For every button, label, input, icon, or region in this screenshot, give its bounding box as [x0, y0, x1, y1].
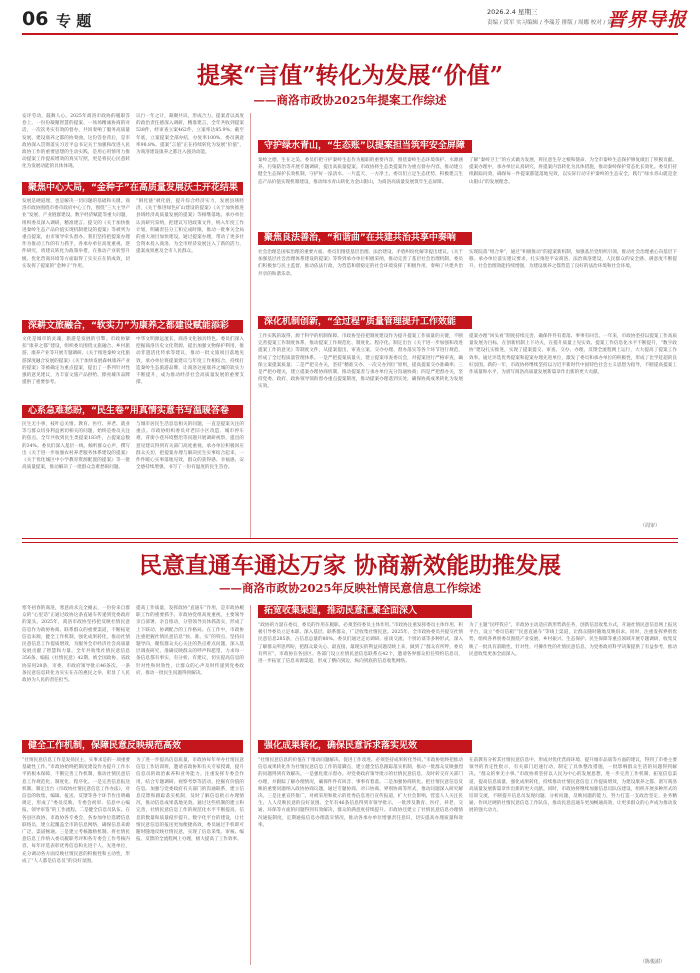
- article1-section-6-col2: 提案办理“回头看”制度持续完善，确保件件有着落、事事有回音。一年来，市政协坚持以提案工作高质量发展为目标，在创新机制上下功夫，在提升质量上见实效。提案工作信息化水平不断提升，“数字政协”建设扎实推进，实现了提案提交、审查、交办、办理、反馈全流程网上运行，大大提高了提案工作效率。通过评选优秀提案和提案办理先进单位，激发了委员和承办单位的积极性，形成了比学赶超的良好氛围。新的一年，市政协将继续坚持以习近平新时代中国特色社会主义思想为指导，不断提高提案工作质量和水平，为谱写商洛高质量发展新篇章作出新的更大贡献。: [469, 334, 677, 376]
- article1-section-3-col2: 与城市居民生活息息相关的问题，一直是提案关注的重点。市政协组织委员对老旧小区改造、城市停车难、背街小巷环境整治等问题开展调研视察，提出的意见建议得到有关部门高度重视。承办单位积极回应群众关切，把提案办理与解决民生实事结合起来，一件件暖心实事落地见效，群众的获得感、幸福感、安全感持续增强，书写了一份有温度的民生答卷。: [136, 422, 244, 471]
- article1-signature: （周审）: [640, 523, 661, 529]
- editors-credit: 责编 / 赏军 实习编辑 / 李瑞芳 排版 / 周娜 校对 / 聂影君: [487, 20, 624, 26]
- article-divider: [22, 538, 678, 543]
- article1-intro-col2: 议行一年之计，凝聚共识，形成合力。提案者以高度的政治责任感深入调研，精准建言，全年共收到提案538件，经审查立案462件，立案率达85.9%；截至年底，立案提案全部办结，办复率100%，委员满意率98.8%。提案“言值”正在持续转化为发展“价值”，为商洛建设康养之都注入强劲动能。: [136, 114, 244, 156]
- article2-section-1-col1: “政协的力量在委员，委员的作用在履职。必须坚持委员主体作用。”市政协注重发挥委员主体作用，积极引导委员立足本职、深入基层、联系群众，广泛收集社情民意。2025年，全市政协委员共提交社情民意信息285条，占信息总量的80%。委员们通过走访调研、座谈交流、个别访谈等多种形式，深入了解群众所思所盼，把群众最关心、最直接、最现实的利益问题反映上来，做到了“群众有所呼，委员有所应”。市政协在各县区、各部门设立社情民意信息联系点42个，邀请各界群众担任特约信息员，进一步拓宽了信息来源渠道，形成了横向到边、纵向到底的信息收集网络。: [258, 623, 463, 665]
- article2-signature: （陈俊澍）: [640, 959, 666, 965]
- article1-section-2-heading: 深耕文旅融合，“软实力”为康养之都建设赋能添彩: [22, 320, 243, 333]
- column-divider: [250, 113, 251, 538]
- article2-section-2-heading: 健全工作机制，保障民意反映规范高效: [22, 740, 243, 753]
- page-number: 06: [22, 8, 49, 30]
- article1-subtitle: ——商洛市政协2025年提案工作综述: [253, 93, 447, 107]
- article1-section-1-col2: “钢化链”被化链，提升综合经济实力，发展县域经济，《关于推进绿色矿山建设的提案》《关于加快推进县域经济高质量发展的提案》等相继落地。承办单位认真研究采纳，把建议写进政策文件，纳入年度工作计划，明确责任分工和完成时限，推动一批事关全局的重大项目加快建设。通过提案办理，带动了更多社会资本投入商洛，为全市经济发展注入了新的活力，提案成果惠及全市人民群众。: [136, 199, 244, 255]
- article1-section-2-col2: 中华文明源远流长，商洛文化独具特色。委员们深入挖掘商洛历史文化资源，提出加强文物保护利用、推动非遗活化传承等建议，推动一批文旅项目落地见效。承办单位将提案建议与年度工作相结合，持续打造秦岭生态旅游品牌，让商洛这座康养之城的软实力不断提升，成为推动经济社会高质量发展的重要支撑。: [136, 337, 244, 386]
- article1-section-6-heading: 深化机制创新，“全过程”质量管理提升工作效能: [258, 316, 472, 329]
- article1-section-5-col1: 社会治理是国家治理的重要方面。委员们围绕基层治理、法治建设、矛盾纠纷化解等提出建议。《关于加强基层社会治理体系建设的提案》等得到承办单位积极采纳，推动完善了基层社会治理机制。委员们积极参与民主监督，推动依法行政，为营造和谐稳定的社会环境发挥了积极作用，奏响了共建共治共享的和谐乐章。: [258, 250, 463, 277]
- article1-section-3-col1: 民生无小事，枝叶总关情。教育、医疗、养老、就业等与群众切身利益密切相关的问题，始终是委员关注的焦点。全年共收到民生类提案183件，占提案总数的34%。委员们深入基层一线，倾听群众心声，撰写出《关于进一步加强农村养老服务体系建设的提案》《关于优化城区中小学教育资源配置的提案》等一批高质量提案，推动解决了一批群众急难愁盼问题。: [22, 422, 130, 471]
- article2-section-1-heading: 拓宽收集渠道，推动民意汇聚全面深入: [258, 605, 472, 618]
- article1-title: 提案“言值”转化为发展“价值”: [197, 62, 503, 89]
- article1-section-5-col2: 实现院落“组合拳”，通过“积极推动”的提案新机制，加强基层党组织引领，推动社会治理重心向基层下移。承办单位落实建议要求，扎实推进平安商洛、法治商洛建设，人民群众的安全感、满意度不断提升，社会治理效能持续增强，为建设康养之都营造了良好的法治环境和社会环境。: [469, 250, 677, 270]
- header-rule: [22, 33, 678, 35]
- article1-section-6-col1: 工作实践的取得，源于科学的机制保障。市政协坚持把制度建设作为提升提案工作质量的关键，不断完善提案工作制度体系，推动提案工作规范化、制度化、程序化。制定出台《关于进一步加强和改进提案工作的意见》等制度文件，从提案提出、审查立案、交办办理、督办落实等各个环节进行规范，形成了全过程质量管理体系。一是严把提案质量关，建立提案审查委员会，对提案进行严格审查，确保立案提案质量；二是严把交办关，坚持“精准交办、一次交办到位”原则，提高提案交办准确率；三是严把办理关，建立提案办理协商机制，推动提案者与承办单位充分沟通协商；四是严把督办关，坚持党委、政府、政协领导领衔督办重点提案制度，推动提案办理落到实处，确保协商成果转化为发展实效。: [258, 334, 463, 390]
- article1-section-4-col2: 了解“秦岭卫士”的方式做为发展，将民意生存之根和使命，为全市秦岭生态保护修复做出了积极贡献。提案办理中，承办单位认真研究，将提案内容转化为具体措施，推动秦岭保护常态化长效化。委员们持续跟踪问效，确保每一件提案都能落地见效，以实际行动守护秦岭的生态安全，践行“绿水青山就是金山银山”的发展理念。: [469, 158, 677, 185]
- article2-section-2-col2: 为了进一步提高信息质量，市政协每年举办社情民意信息工作培训班，邀请省政协和有关专家授课，提升信息员的政治素养和业务能力。注重发挥专委会作用，结合专题调研、视察考察等活动，挖掘有价值的信息。加强与党委政府有关部门的沟通联系，建立信息反馈和跟踪落实机制，及时了解信息批示办理情况，推动信息成果落地见效。通过这些机制的建立和完善，社情民意信息工作的规范化水平不断提高，信息的数量和质量稳步提升。数字化平台的建设，让社情民意信息的报送更加便捷高效，委员通过手机即可随时随地反映社情民意，实现了信息采集、审核、编报、反馈的全流程网上办理，极大提高了工作效率。: [136, 758, 244, 843]
- article1-section-5-heading: 聚焦良法善治，“和谐曲”在共建共治共享中奏响: [258, 232, 472, 245]
- article2-section-3-col1: “社情民意信息的价值在于推动问题解决、促进工作改进。必须坚持成果转化导向。”市政协始终把推动信息成果转化作为社情民意信息工作的落脚点，建立健全信息跟踪落实机制，推动一批群众反映强烈的问题得到有效解决。一是强化批示督办。对党委政府领导批示的社情民意信息，及时转交有关部门办理，并跟踪了解办理情况，确保件件有回音、事事有着落。二是加强协商转化。把社情民意信息反映的重要问题纳入政协协商议题，通过专题协商、对口协商、界别协商等形式，推动问题深入研究解决。三是注重宣传推广。对被采用和批示的优秀信息进行宣传报道，扩大社会影响，营造人人关注民生、人人反映民意的良好氛围。全年有46条信息得到市领导批示，一批涉及教育、医疗、养老、交通、环保等方面的问题得到有效解决，群众的满意度持续提升。市政协还建立了社情民意信息办理情况通报制度，定期通报信息办理落实情况，推动各承办单位增强责任意识，切实提高办理质量和效率。: [258, 758, 463, 828]
- article2-section-3-heading: 强化成果转化，确保民意诉求落实见效: [258, 740, 472, 753]
- article2-title: 民意直通车通达万家 协商新效能助推发展: [138, 552, 561, 579]
- article2-subtitle: ——商洛市政协2025年反映社情民意信息工作综述: [218, 581, 481, 595]
- column-divider-2: [250, 605, 251, 965]
- article1-section-1-heading: 聚焦中心大局，“金种子”在高质量发展沃土开花结果: [22, 182, 243, 195]
- article1-section-4-col1: 秦岭之德，生在之美。委员们把守护秦岭生态作为履职的重要内容，围绕秦岭生态环境保护、水源涵养、污染防治等开展专题调研，提出高质量提案。市政协将生态类提案作为重点督办内容，推动建立健全生态保护长效机制，守护好一泓清水、一片蓝天、一方净土。委员们立足生态优势，积极建言生态产品价值实现机制建设，推动绿水青山转化为金山银山，为商洛高质量发展筑牢生态屏障。: [258, 158, 463, 185]
- article2-section-2-col1: “社情民意信息工作是发扬民主、实事求是的一项重要基础性工作。”市政协始终把制度建设作为提升工作水平的根本保障，不断完善工作机制，推动社情民意信息工作规范化、制度化、程序化。一是完善信息报送机制。制定出台《市政协社情民意信息工作办法》，对信息的收集、编辑、报送、反馈等各个环节作出明确规定，形成了“委员反映、专委会初审、信息中心编报、领导审签”的工作流程。二是健全信息员队伍。在各县区政协、市政协各专委会、各参加单位选聘信息联络员，建立起覆盖全市的信息网络，确保信息来源广泛、渠道畅通。三是建立考核激励机制。将社情民意信息工作纳入委员履职考评和各专委会工作考核内容，每年评选表彰优秀信息和先进个人、先进单位，充分调动各方面反映社情民意的积极性和主动性，形成了“人人都是信息员”的良好氛围。: [22, 758, 130, 864]
- article1-section-3-heading: 心系急难愁盼，“民生卷”用真情实意书写温暖答卷: [22, 405, 243, 418]
- newspaper-brand: 晋界导报: [607, 9, 688, 31]
- article2-section-3-col2: 在前教育分析其社情民意信息中，形成对优化营商环境、提升城市品质等方面的建议，得到了市委主要领导的肯定性批示，有关部门迅速行动，制定了具体整改措施，一批影响群众生活的问题得到解决。“群众的事无小事。”市政协将坚持以人民为中心的发展思想，进一步完善工作机制，拓宽信息渠道，提高信息质量，强化成果转化，持续推动社情民意信息工作提质增效，为建设康养之都、谱写商洛高质量发展新篇章作出新的更大贡献。同时，市政协将继续加强信息员队伍建设，组织开展多种形式的培训交流，不断提升信息员发现问题、分析问题、反映问题的能力，努力打造一支政治坚定、业务精通、作风过硬的社情民意信息工作队伍，推动民意直通车更加畅通高效，让更多群众的心声成为推动发展的强大动力。: [469, 758, 677, 814]
- article1-section-2-col1: 文化是城市的灵魂，旅游是发展的引擎。市政协紧扣“康养之都”建设，组织委员围绕文旅融合、乡村旅游、康养产业等开展专题调研。《关于推进秦岭文化旅游深度融合发展的提案》《关于加快发展森林康养产业的提案》等被确定为重点提案，提出了一系列针对性强的意见建议，为丰富文旅产品供给、擦亮城市品牌提供了重要参考。: [22, 337, 130, 386]
- article1-intro-col1: 安评劳动，鼓舞人心。2025年商洛市政协的履职答卷上，一份份凝聚智慧的提案、一场场精诚协商的对话，一次次务实有效的督办，共同奏响了服务高质量发展、建设康养之都的协奏曲。这份答卷背后，是市政协深入贯彻落实习近平总书记关于加强和改进人民政协工作的重要思想的生动实践，是用心用情用力推动提案工作提质增效的真实写照，更是将民心民意转化为发展动能的具体体现。: [22, 114, 130, 170]
- article2-intro-col1: 寒冬初春的商洛，寒意尚未完全褪去，一份份来自群众的“心里话”正通过政协这条直通车传递到党委政府的案头。2025年，商洛市政协坚持把反映社情民意信息作为政协协商、联系群众的重要渠道，不断拓宽信息来源，健全工作机制，强化成果转化，推动社情民意信息工作提质增效，为服务全市经济社会高质量发展贡献了智慧和力量。全年共收集社情民意信息356条，编报《社情民意》42期，被全国政协、省政协采用28条，市委、市政府领导批示46条次。一条条民意信息转化为实实在在的惠民之举，彰显了人民政协为人民的责任担当。: [22, 606, 130, 684]
- section-label: 专 题: [56, 12, 92, 30]
- article1-section-1-col1: 发展是硬道理，也是解决一切问题的基础和关键。商洛市政协围绕市委市政府中心工作，围绕“三大主导产业”发展、产业链群建设、数字经济赋能等重大问题，组织委员深入调研，精准建言。提交的《关于加快推进秦岭生态产品价值实现机制建设的提案》等被列为重点提案，由市领导牵头督办。我们坚持把提案办理作为推动工作的有力抓手，各承办单位高度重视，逐件研究，将建议转化为政策举措，在推动产业转型升级、优化营商环境等方面取得了实实在在的成效，切实发挥了提案的“金种子”作用。: [22, 199, 130, 269]
- article2-intro-col2: 提高工作质量，发挥政协“直通车”作用，是市政协履职工作的重要抓手。市政协党组高度重视，主要领导亲自部署、亲自推动，分管领导具体抓落实，形成了上下联动、协调配合的工作格局。在工作中，市政协注重把握社情民意信息“快、准、实”的特点，坚持问题导向，聚焦群众关心关注的热点难点问题，深入基层调查研究，准确反映群众的呼声和愿望，力求每一条信息都有事实、有分析、有建议，切实提高信息的针对性和时效性，让群众的心声及时传递到党委政府，推动一批民生问题得到解决。: [136, 606, 244, 676]
- article2-section-1-col2: 为了主题“民呼我应”，市政协主动适应新形势新任务，创新信息收集方式，开通社情民意信息网上报送平台，设立“委员信箱”“民意直通车”等线上渠道，让群众随时随地反映诉求。同时，注重发挥界别优势，组织各界别委员围绕产业发展、乡村振兴、生态保护、民生保障等重点领域开展专题调研，收集反映了一批具有前瞻性、针对性、可操作性的社情民意信息，为党委政府科学决策提供了有益参考，推动民意收集更加全面深入。: [469, 623, 677, 657]
- article1-section-4-heading: 守护绿水青山，“生态账”以提案担当筑牢安全屏障: [258, 140, 472, 153]
- issue-date: 2026.2.4 星期三: [487, 8, 538, 16]
